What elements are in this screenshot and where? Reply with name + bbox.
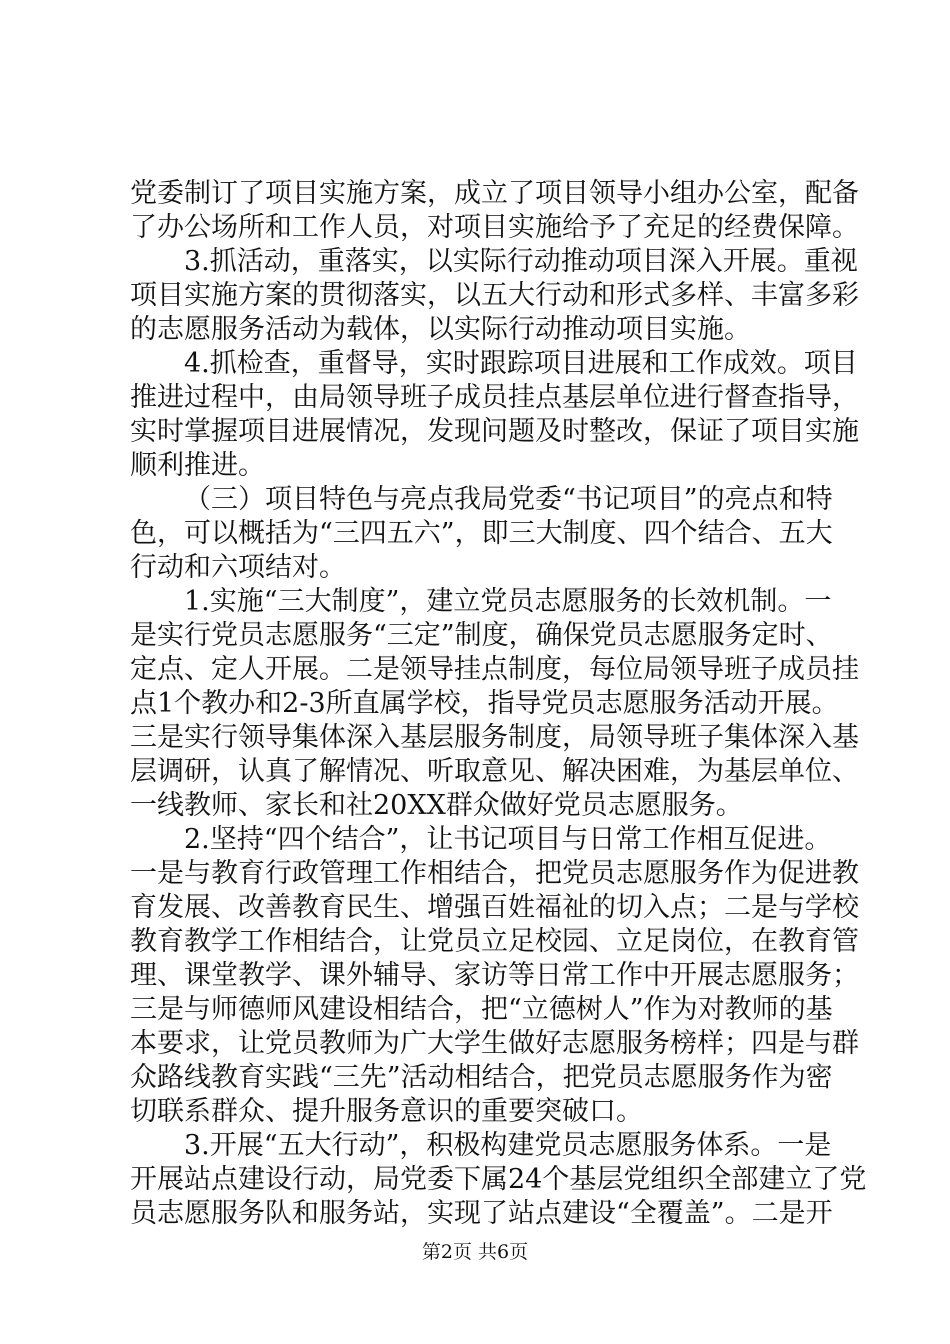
text-line: 员志愿服务队和服务站，实现了站点建设“全覆盖”。二是开 bbox=[130, 1198, 833, 1229]
text-line: 理、课堂教学、课外辅导、家访等日常工作中开展志愿服务； bbox=[130, 960, 859, 991]
text-line: 3.抓活动，重落实，以实际行动推动项目深入开展。重视 bbox=[184, 246, 858, 277]
text-line: 推进过程中，由局领导班子成员挂点基层单位进行督查指导， bbox=[130, 382, 859, 413]
text-line: 2.坚持“四个结合”，让书记项目与日常工作相互促进。 bbox=[184, 824, 832, 855]
text-line: 一线教师、家长和社20XX群众做好党员志愿服务。 bbox=[130, 790, 743, 821]
text-line: 切联系群众、提升服务意识的重要突破口。 bbox=[130, 1096, 643, 1127]
text-line: 一是与教育行政管理工作相结合，把党员志愿服务作为促进教 bbox=[130, 858, 859, 889]
text-line: 定点、定人开展。二是领导挂点制度，每位局领导班子成员挂 bbox=[130, 654, 859, 685]
text-line: 3.开展“五大行动”，积极构建党员志愿服务体系。一是 bbox=[184, 1130, 832, 1161]
text-line: 众路线教育实践“三先”活动相结合，把党员志愿服务作为密 bbox=[130, 1062, 833, 1093]
text-line: 实时掌握项目进展情况，发现问题及时整改，保证了项目实施 bbox=[130, 416, 859, 447]
text-line: 点1个教办和2-3所直属学校，指导党员志愿服务活动开展。 bbox=[130, 688, 839, 719]
page-footer: 第2页 共6页 bbox=[421, 1241, 529, 1263]
text-line: （三）项目特色与亮点我局党委“书记项目”的亮点和特 bbox=[184, 484, 833, 515]
text-line: 色，可以概括为“三四五六”，即三大制度、四个结合、五大 bbox=[130, 518, 833, 549]
text-line: 党委制订了项目实施方案，成立了项目领导小组办公室，配备 bbox=[130, 178, 859, 209]
text-line: 开展站点建设行动，局党委下属24个基层党组织全部建立了党 bbox=[130, 1164, 867, 1195]
text-line: 本要求，让党员教师为广大学生做好志愿服务榜样；四是与群 bbox=[130, 1028, 859, 1059]
text-line: 三是与师德师风建设相结合，把“立德树人”作为对教师的基 bbox=[130, 994, 833, 1025]
text-line: 了办公场所和工作人员，对项目实施给予了充足的经费保障。 bbox=[130, 212, 859, 243]
text-line: 层调研，认真了解情况、听取意见、解决困难，为基层单位、 bbox=[130, 756, 859, 787]
text-line: 教育教学工作相结合，让党员立足校园、立足岗位，在教育管 bbox=[130, 926, 859, 957]
text-line: 育发展、改善教育民生、增强百姓福祉的切入点；二是与学校 bbox=[130, 892, 859, 923]
text-line: 三是实行领导集体深入基层服务制度，局领导班子集体深入基 bbox=[130, 722, 859, 753]
text-line: 4.抓检查，重督导，实时跟踪项目进展和工作成效。项目 bbox=[184, 348, 858, 379]
text-line: 项目实施方案的贯彻落实，以五大行动和形式多样、丰富多彩 bbox=[130, 280, 859, 311]
text-line: 是实行党员志愿服务“三定”制度，确保党员志愿服务定时、 bbox=[130, 620, 833, 651]
text-line: 行动和六项结对。 bbox=[130, 552, 346, 583]
text-line: 的志愿服务活动为载体，以实际行动推动项目实施。 bbox=[130, 314, 751, 345]
text-line: 1.实施“三大制度”，建立党员志愿服务的长效机制。一 bbox=[184, 586, 832, 617]
text-line: 顺利推进。 bbox=[130, 450, 265, 481]
